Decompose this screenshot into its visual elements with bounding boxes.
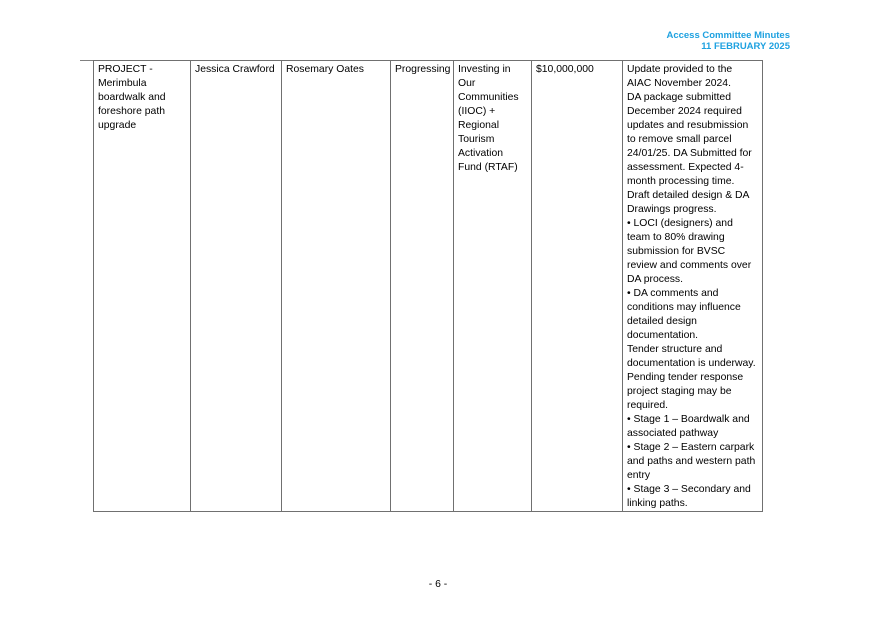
manager-cell: Rosemary Oates: [282, 61, 391, 512]
budget-cell: $10,000,000: [532, 61, 623, 512]
update-line: • LOCI (designers) and team to 80% drawing submission for BVSC review and comments over DA process.: [627, 218, 752, 285]
status-cell: Progressing: [391, 61, 454, 512]
officer-cell: Jessica Crawford: [191, 61, 282, 512]
project-table: [93, 60, 763, 512]
update-line: Pending tender response project staging may be required.: [627, 372, 744, 411]
update-line: • Stage 3 – Secondary and linking paths.: [627, 484, 751, 509]
update-cell: [623, 61, 763, 512]
document-header: [666, 30, 790, 52]
header-date: 11 FEBRUARY 2025: [701, 41, 790, 52]
update-line: • Stage 2 – Eastern carpark and paths and western path entry: [627, 442, 756, 481]
update-line: • Stage 1 – Boardwalk and associated pathway: [627, 414, 750, 439]
update-line: Update provided to the AIAC November 2024.: [627, 64, 733, 89]
update-line: DA package submitted December 2024 required updates and resubmission to remove small parcel 24/01/25. DA Submitted for assessment. Expected 4-month processing time.: [627, 92, 752, 187]
update-line: Tender structure and documentation is underway.: [627, 344, 756, 369]
page-number: - 6 -: [428, 579, 448, 590]
update-line: • DA comments and conditions may influence detailed design documentation.: [627, 288, 741, 341]
header-title: Access Committee Minutes: [666, 30, 790, 41]
table-row: [94, 61, 763, 512]
update-line: Draft detailed design & DA Drawings progress.: [627, 190, 749, 215]
funding-cell: Investing in Our Communities (IIOC) + Regional Tourism Activation Fund (RTAF): [454, 61, 532, 512]
project-cell: PROJECT - Merimbula boardwalk and foreshore path upgrade: [94, 61, 191, 512]
